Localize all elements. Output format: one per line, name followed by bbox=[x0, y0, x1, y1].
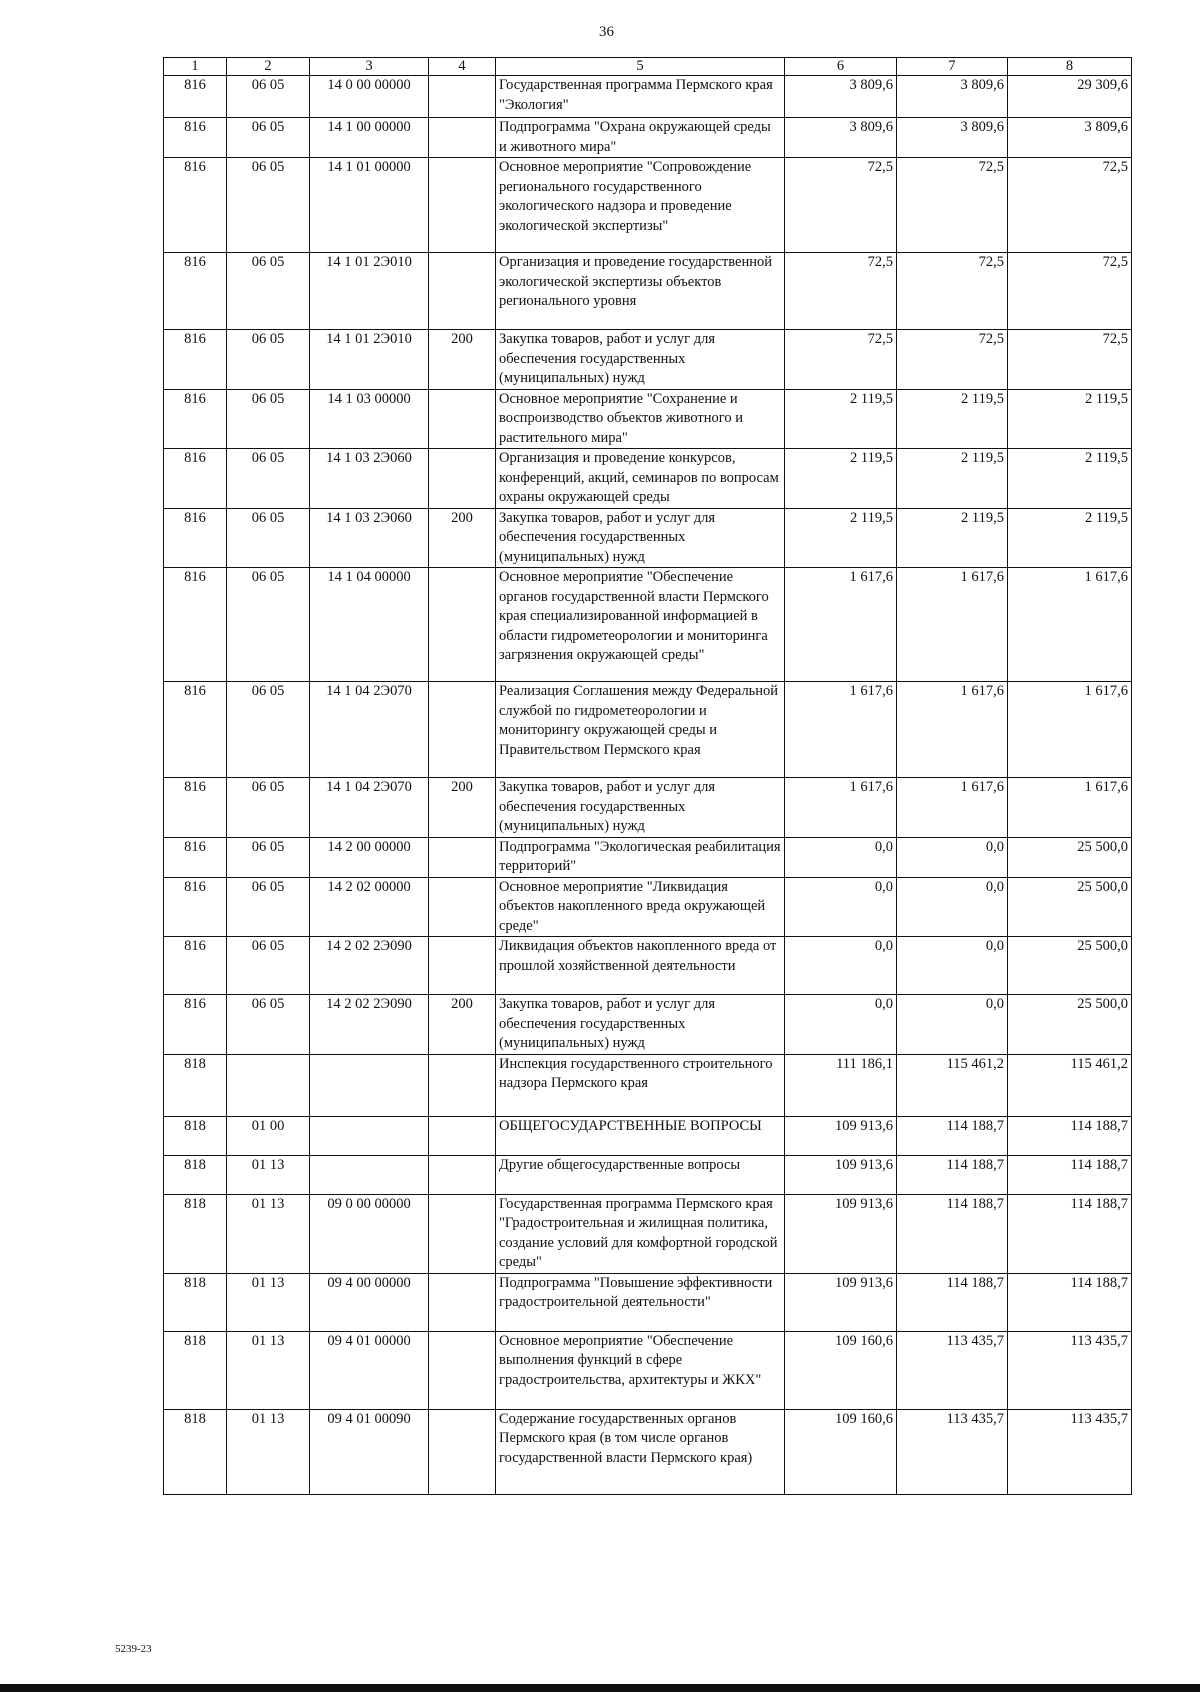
section-code-cell: 01 13 bbox=[227, 1194, 310, 1273]
table-row bbox=[164, 1409, 1132, 1494]
item-name-cell: Закупка товаров, работ и услуг для обеспечения государственных (муниципальных) нужд bbox=[496, 778, 785, 838]
item-name-cell: Содержание государственных органов Пермского края (в том числе органов государственной власти Пермского края) bbox=[496, 1409, 785, 1494]
region-code-cell: 816 bbox=[164, 76, 227, 118]
amount-col6-cell: 1 617,6 bbox=[785, 778, 897, 838]
amount-col7-cell: 3 809,6 bbox=[897, 118, 1008, 158]
amount-col6-cell: 109 160,6 bbox=[785, 1331, 897, 1409]
section-code-cell: 01 13 bbox=[227, 1155, 310, 1194]
table-row bbox=[164, 937, 1132, 995]
item-name-cell: Основное мероприятие "Обеспечение органов государственной власти Пермского края специализированной информацией в области гидрометеорологии и мониторинга загрязнения окружающей среды" bbox=[496, 568, 785, 682]
expense-type-cell bbox=[429, 1194, 496, 1273]
target-code-cell: 14 1 03 2Э060 bbox=[310, 449, 429, 509]
scan-edge-bar bbox=[0, 1684, 1200, 1692]
amount-col6-cell: 109 913,6 bbox=[785, 1116, 897, 1155]
expense-type-cell bbox=[429, 1155, 496, 1194]
table-row bbox=[164, 253, 1132, 330]
region-code-cell: 816 bbox=[164, 449, 227, 509]
amount-col7-cell: 0,0 bbox=[897, 937, 1008, 995]
table-row bbox=[164, 1155, 1132, 1194]
column-header: 2 bbox=[227, 58, 310, 76]
amount-col6-cell: 2 119,5 bbox=[785, 508, 897, 568]
target-code-cell: 14 1 03 00000 bbox=[310, 389, 429, 449]
table-row bbox=[164, 778, 1132, 838]
region-code-cell: 816 bbox=[164, 508, 227, 568]
amount-col6-cell: 0,0 bbox=[785, 837, 897, 877]
region-code-cell: 818 bbox=[164, 1116, 227, 1155]
document-code: 5239-23 bbox=[115, 1643, 152, 1655]
item-name-cell: Государственная программа Пермского края "Экология" bbox=[496, 76, 785, 118]
section-code-cell: 06 05 bbox=[227, 449, 310, 509]
target-code-cell bbox=[310, 1155, 429, 1194]
amount-col7-cell: 1 617,6 bbox=[897, 682, 1008, 778]
target-code-cell: 14 2 02 2Э090 bbox=[310, 937, 429, 995]
amount-col6-cell: 1 617,6 bbox=[785, 682, 897, 778]
region-code-cell: 816 bbox=[164, 568, 227, 682]
amount-col8-cell: 1 617,6 bbox=[1008, 568, 1132, 682]
amount-col7-cell: 1 617,6 bbox=[897, 778, 1008, 838]
target-code-cell: 14 2 00 00000 bbox=[310, 837, 429, 877]
target-code-cell: 09 0 00 00000 bbox=[310, 1194, 429, 1273]
column-header: 7 bbox=[897, 58, 1008, 76]
amount-col7-cell: 113 435,7 bbox=[897, 1409, 1008, 1494]
amount-col6-cell: 109 913,6 bbox=[785, 1155, 897, 1194]
table-row bbox=[164, 837, 1132, 877]
amount-col7-cell: 0,0 bbox=[897, 837, 1008, 877]
region-code-cell: 816 bbox=[164, 158, 227, 253]
amount-col6-cell: 2 119,5 bbox=[785, 389, 897, 449]
item-name-cell: Основное мероприятие "Обеспечение выполнения функций в сфере градостроительства, архитектуры и ЖКХ" bbox=[496, 1331, 785, 1409]
amount-col6-cell: 109 160,6 bbox=[785, 1409, 897, 1494]
target-code-cell: 14 1 03 2Э060 bbox=[310, 508, 429, 568]
expense-type-cell: 200 bbox=[429, 330, 496, 390]
table-row bbox=[164, 76, 1132, 118]
amount-col8-cell: 25 500,0 bbox=[1008, 995, 1132, 1055]
amount-col8-cell: 114 188,7 bbox=[1008, 1273, 1132, 1331]
amount-col7-cell: 72,5 bbox=[897, 158, 1008, 253]
amount-col7-cell: 114 188,7 bbox=[897, 1155, 1008, 1194]
region-code-cell: 816 bbox=[164, 877, 227, 937]
region-code-cell: 816 bbox=[164, 118, 227, 158]
amount-col6-cell: 3 809,6 bbox=[785, 118, 897, 158]
region-code-cell: 816 bbox=[164, 389, 227, 449]
target-code-cell: 14 1 00 00000 bbox=[310, 118, 429, 158]
amount-col7-cell: 114 188,7 bbox=[897, 1273, 1008, 1331]
section-code-cell: 06 05 bbox=[227, 389, 310, 449]
amount-col8-cell: 2 119,5 bbox=[1008, 508, 1132, 568]
section-code-cell: 06 05 bbox=[227, 76, 310, 118]
amount-col8-cell: 72,5 bbox=[1008, 253, 1132, 330]
target-code-cell: 14 1 04 2Э070 bbox=[310, 682, 429, 778]
section-code-cell: 01 13 bbox=[227, 1331, 310, 1409]
target-code-cell: 14 1 01 2Э010 bbox=[310, 253, 429, 330]
section-code-cell: 06 05 bbox=[227, 118, 310, 158]
table-row bbox=[164, 389, 1132, 449]
amount-col6-cell: 3 809,6 bbox=[785, 76, 897, 118]
section-code-cell: 06 05 bbox=[227, 682, 310, 778]
item-name-cell: ОБЩЕГОСУДАРСТВЕННЫЕ ВОПРОСЫ bbox=[496, 1116, 785, 1155]
table-row bbox=[164, 568, 1132, 682]
region-code-cell: 818 bbox=[164, 1273, 227, 1331]
section-code-cell bbox=[227, 1054, 310, 1116]
amount-col6-cell: 0,0 bbox=[785, 877, 897, 937]
expense-type-cell bbox=[429, 877, 496, 937]
amount-col6-cell: 109 913,6 bbox=[785, 1194, 897, 1273]
amount-col6-cell: 0,0 bbox=[785, 937, 897, 995]
table-row bbox=[164, 158, 1132, 253]
section-code-cell: 06 05 bbox=[227, 568, 310, 682]
expense-type-cell: 200 bbox=[429, 508, 496, 568]
table-row bbox=[164, 1116, 1132, 1155]
amount-col7-cell: 2 119,5 bbox=[897, 508, 1008, 568]
expense-type-cell: 200 bbox=[429, 778, 496, 838]
table-row bbox=[164, 330, 1132, 390]
section-code-cell: 06 05 bbox=[227, 158, 310, 253]
amount-col7-cell: 115 461,2 bbox=[897, 1054, 1008, 1116]
column-header: 3 bbox=[310, 58, 429, 76]
amount-col8-cell: 113 435,7 bbox=[1008, 1409, 1132, 1494]
target-code-cell: 14 1 01 2Э010 bbox=[310, 330, 429, 390]
amount-col8-cell: 2 119,5 bbox=[1008, 449, 1132, 509]
region-code-cell: 816 bbox=[164, 995, 227, 1055]
expense-type-cell bbox=[429, 449, 496, 509]
item-name-cell: Другие общегосударственные вопросы bbox=[496, 1155, 785, 1194]
expense-type-cell bbox=[429, 76, 496, 118]
amount-col8-cell: 72,5 bbox=[1008, 330, 1132, 390]
amount-col6-cell: 72,5 bbox=[785, 158, 897, 253]
item-name-cell: Инспекция государственного строительного надзора Пермского края bbox=[496, 1054, 785, 1116]
amount-col7-cell: 114 188,7 bbox=[897, 1116, 1008, 1155]
item-name-cell: Закупка товаров, работ и услуг для обеспечения государственных (муниципальных) нужд bbox=[496, 508, 785, 568]
amount-col6-cell: 0,0 bbox=[785, 995, 897, 1055]
amount-col7-cell: 2 119,5 bbox=[897, 389, 1008, 449]
amount-col8-cell: 25 500,0 bbox=[1008, 877, 1132, 937]
amount-col8-cell: 114 188,7 bbox=[1008, 1194, 1132, 1273]
section-code-cell: 01 13 bbox=[227, 1273, 310, 1331]
amount-col6-cell: 1 617,6 bbox=[785, 568, 897, 682]
amount-col7-cell: 113 435,7 bbox=[897, 1331, 1008, 1409]
expense-type-cell bbox=[429, 1409, 496, 1494]
expense-type-cell bbox=[429, 1331, 496, 1409]
expense-type-cell bbox=[429, 937, 496, 995]
expense-type-cell bbox=[429, 1054, 496, 1116]
expense-type-cell bbox=[429, 1116, 496, 1155]
region-code-cell: 818 bbox=[164, 1409, 227, 1494]
table-row bbox=[164, 1054, 1132, 1116]
table-row bbox=[164, 449, 1132, 509]
item-name-cell: Основное мероприятие "Сохранение и воспроизводство объектов животного и растительного мира" bbox=[496, 389, 785, 449]
region-code-cell: 816 bbox=[164, 682, 227, 778]
amount-col7-cell: 114 188,7 bbox=[897, 1194, 1008, 1273]
amount-col6-cell: 72,5 bbox=[785, 253, 897, 330]
target-code-cell: 14 2 02 00000 bbox=[310, 877, 429, 937]
expense-type-cell bbox=[429, 158, 496, 253]
table-row bbox=[164, 1331, 1132, 1409]
section-code-cell: 06 05 bbox=[227, 778, 310, 838]
amount-col6-cell: 2 119,5 bbox=[785, 449, 897, 509]
target-code-cell: 14 1 01 00000 bbox=[310, 158, 429, 253]
section-code-cell: 01 13 bbox=[227, 1409, 310, 1494]
amount-col7-cell: 72,5 bbox=[897, 330, 1008, 390]
expense-type-cell bbox=[429, 1273, 496, 1331]
target-code-cell: 09 4 01 00090 bbox=[310, 1409, 429, 1494]
section-code-cell: 06 05 bbox=[227, 877, 310, 937]
table-row bbox=[164, 1273, 1132, 1331]
expense-type-cell: 200 bbox=[429, 995, 496, 1055]
section-code-cell: 06 05 bbox=[227, 508, 310, 568]
region-code-cell: 816 bbox=[164, 330, 227, 390]
amount-col8-cell: 115 461,2 bbox=[1008, 1054, 1132, 1116]
column-numbers-row bbox=[164, 58, 1132, 76]
region-code-cell: 816 bbox=[164, 253, 227, 330]
amount-col7-cell: 3 809,6 bbox=[897, 76, 1008, 118]
region-code-cell: 818 bbox=[164, 1054, 227, 1116]
expense-type-cell bbox=[429, 568, 496, 682]
amount-col7-cell: 0,0 bbox=[897, 995, 1008, 1055]
target-code-cell: 14 0 00 00000 bbox=[310, 76, 429, 118]
item-name-cell: Закупка товаров, работ и услуг для обеспечения государственных (муниципальных) нужд bbox=[496, 330, 785, 390]
amount-col7-cell: 0,0 bbox=[897, 877, 1008, 937]
amount-col8-cell: 113 435,7 bbox=[1008, 1331, 1132, 1409]
target-code-cell: 14 2 02 2Э090 bbox=[310, 995, 429, 1055]
budget-table bbox=[163, 57, 1132, 1495]
expense-type-cell bbox=[429, 837, 496, 877]
region-code-cell: 818 bbox=[164, 1155, 227, 1194]
item-name-cell: Реализация Соглашения между Федеральной службой по гидрометеорологии и мониторингу окружающей среды и Правительством Пермского края bbox=[496, 682, 785, 778]
amount-col8-cell: 114 188,7 bbox=[1008, 1116, 1132, 1155]
target-code-cell: 14 1 04 2Э070 bbox=[310, 778, 429, 838]
amount-col8-cell: 114 188,7 bbox=[1008, 1155, 1132, 1194]
region-code-cell: 816 bbox=[164, 837, 227, 877]
expense-type-cell bbox=[429, 682, 496, 778]
item-name-cell: Ликвидация объектов накопленного вреда от прошлой хозяйственной деятельности bbox=[496, 937, 785, 995]
expense-type-cell bbox=[429, 253, 496, 330]
table-row bbox=[164, 995, 1132, 1055]
column-header: 1 bbox=[164, 58, 227, 76]
table-row bbox=[164, 877, 1132, 937]
column-header: 8 bbox=[1008, 58, 1132, 76]
item-name-cell: Организация и проведение конкурсов, конференций, акций, семинаров по вопросам охраны окружающей среды bbox=[496, 449, 785, 509]
amount-col8-cell: 25 500,0 bbox=[1008, 937, 1132, 995]
item-name-cell: Закупка товаров, работ и услуг для обеспечения государственных (муниципальных) нужд bbox=[496, 995, 785, 1055]
item-name-cell: Основное мероприятие "Ликвидация объектов накопленного вреда окружающей среде" bbox=[496, 877, 785, 937]
amount-col8-cell: 2 119,5 bbox=[1008, 389, 1132, 449]
amount-col6-cell: 109 913,6 bbox=[785, 1273, 897, 1331]
target-code-cell bbox=[310, 1116, 429, 1155]
region-code-cell: 816 bbox=[164, 937, 227, 995]
region-code-cell: 816 bbox=[164, 778, 227, 838]
amount-col8-cell: 72,5 bbox=[1008, 158, 1132, 253]
table-row bbox=[164, 508, 1132, 568]
item-name-cell: Основное мероприятие "Сопровождение регионального государственного экологического надзора и проведение экологической экспертизы" bbox=[496, 158, 785, 253]
target-code-cell: 14 1 04 00000 bbox=[310, 568, 429, 682]
region-code-cell: 818 bbox=[164, 1194, 227, 1273]
section-code-cell: 06 05 bbox=[227, 995, 310, 1055]
region-code-cell: 818 bbox=[164, 1331, 227, 1409]
amount-col8-cell: 25 500,0 bbox=[1008, 837, 1132, 877]
amount-col7-cell: 2 119,5 bbox=[897, 449, 1008, 509]
item-name-cell: Государственная программа Пермского края "Градостроительная и жилищная политика, создание условий для комфортной городской среды" bbox=[496, 1194, 785, 1273]
table-row bbox=[164, 118, 1132, 158]
expense-type-cell bbox=[429, 118, 496, 158]
section-code-cell: 06 05 bbox=[227, 253, 310, 330]
amount-col8-cell: 1 617,6 bbox=[1008, 682, 1132, 778]
item-name-cell: Подпрограмма "Экологическая реабилитация территорий" bbox=[496, 837, 785, 877]
section-code-cell: 06 05 bbox=[227, 837, 310, 877]
table-row bbox=[164, 682, 1132, 778]
amount-col8-cell: 3 809,6 bbox=[1008, 118, 1132, 158]
target-code-cell bbox=[310, 1054, 429, 1116]
amount-col6-cell: 111 186,1 bbox=[785, 1054, 897, 1116]
expense-type-cell bbox=[429, 389, 496, 449]
section-code-cell: 01 00 bbox=[227, 1116, 310, 1155]
section-code-cell: 06 05 bbox=[227, 937, 310, 995]
section-code-cell: 06 05 bbox=[227, 330, 310, 390]
target-code-cell: 09 4 01 00000 bbox=[310, 1331, 429, 1409]
item-name-cell: Организация и проведение государственной экологической экспертизы объектов регионального уровня bbox=[496, 253, 785, 330]
page-number: 36 bbox=[599, 24, 614, 40]
table-header bbox=[164, 58, 1132, 76]
column-header: 6 bbox=[785, 58, 897, 76]
amount-col7-cell: 72,5 bbox=[897, 253, 1008, 330]
amount-col8-cell: 1 617,6 bbox=[1008, 778, 1132, 838]
table-row bbox=[164, 1194, 1132, 1273]
item-name-cell: Подпрограмма "Повышение эффективности градостроительной деятельности" bbox=[496, 1273, 785, 1331]
table-body bbox=[164, 76, 1132, 1495]
column-header: 5 bbox=[496, 58, 785, 76]
amount-col6-cell: 72,5 bbox=[785, 330, 897, 390]
column-header: 4 bbox=[429, 58, 496, 76]
target-code-cell: 09 4 00 00000 bbox=[310, 1273, 429, 1331]
item-name-cell: Подпрограмма "Охрана окружающей среды и животного мира" bbox=[496, 118, 785, 158]
amount-col7-cell: 1 617,6 bbox=[897, 568, 1008, 682]
amount-col8-cell: 29 309,6 bbox=[1008, 76, 1132, 118]
